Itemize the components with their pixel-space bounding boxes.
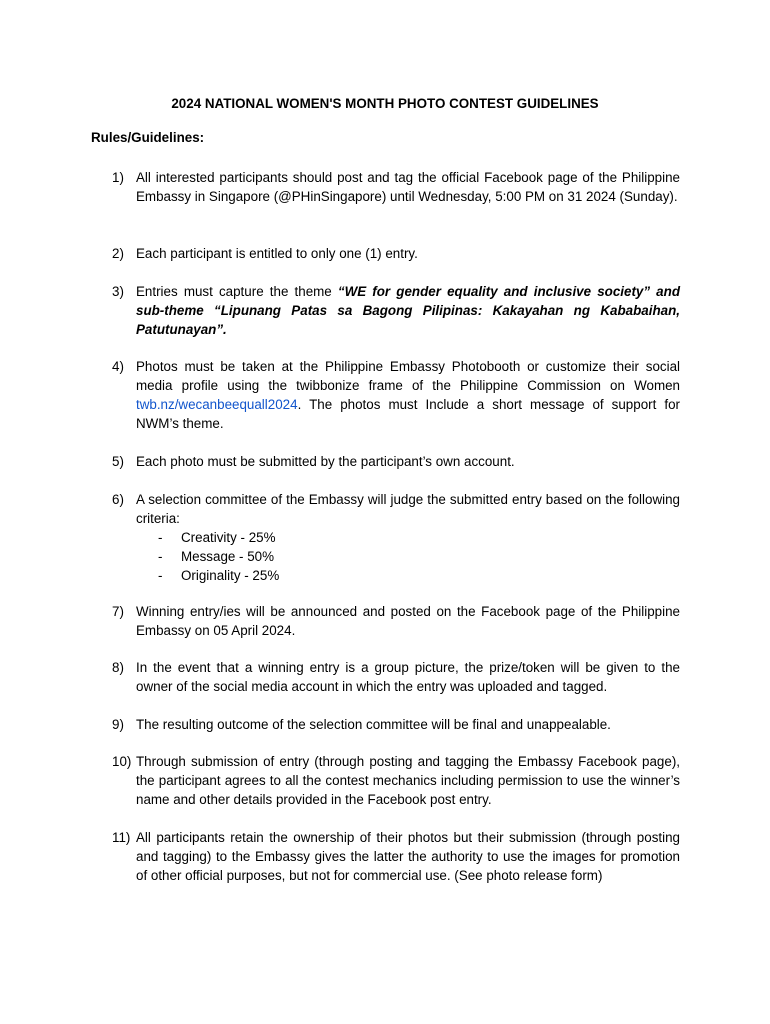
criteria-label: Creativity - 25% [181, 530, 276, 545]
rule-number: 11) [112, 830, 131, 845]
page-title: 2024 NATIONAL WOMEN'S MONTH PHOTO CONTEST GUIDELINES [171, 96, 599, 111]
rule-1 [112, 168, 680, 206]
rule-6 [112, 490, 680, 585]
rule-text: Through submission of entry (through posting and tagging the Embassy Facebook page), the participant agrees to all the contest mechanics including permission to use the winner’s name and other details provided in the Facebook post entry. [136, 754, 680, 807]
rule-text: Winning entry/ies will be announced and posted on the Facebook page of the Philippine Embassy on 05 April 2024. [136, 604, 680, 638]
rule-text [136, 282, 680, 339]
rule-8 [112, 658, 680, 696]
list-dash: - [158, 568, 163, 583]
rule-text: A selection committee of the Embassy will judge the submitted entry based on the following criteria: [136, 492, 680, 526]
criteria-item [136, 547, 680, 566]
section-heading: Rules/Guidelines: [91, 130, 205, 145]
rule-number: 3) [112, 284, 124, 299]
rule-5 [112, 452, 680, 471]
rule-number: 9) [112, 717, 124, 732]
rule-number: 4) [112, 359, 124, 374]
rule-number: 7) [112, 604, 124, 619]
criteria-item [136, 528, 680, 547]
rule-4 [112, 357, 680, 433]
list-dash: - [158, 549, 163, 564]
criteria-label: Originality - 25% [181, 568, 280, 583]
rule-text-lead: Photos must be taken at the Philippine Embassy Photobooth or customize their social media profile using the twibbonize frame of the Philippine Commission on Women [136, 359, 680, 393]
contest-theme: “WE for gender equality and inclusive society” and sub-theme “Lipunang Patas sa Bagong Pilipinas: Kakayahan ng Kababaihan, Patutunayan”. [136, 284, 680, 337]
criteria-label: Message - 50% [181, 549, 275, 564]
rule-text: Each photo must be submitted by the participant’s own account. [136, 454, 515, 469]
rule-number: 2) [112, 246, 124, 261]
rule-9 [112, 715, 680, 734]
criteria-list [136, 528, 680, 585]
rule-text: All participants retain the ownership of their photos but their submission (through posting and tagging) to the Embassy gives the latter the authority to use the images for promotion of other official purposes, but not for commercial use. (See photo release form) [136, 830, 680, 883]
rule-10 [112, 752, 680, 809]
rule-number: 1) [112, 170, 124, 185]
rule-3 [112, 282, 680, 339]
rule-2 [112, 244, 680, 263]
rule-text: Each participant is entitled to only one (1) entry. [136, 246, 418, 261]
twibbonize-link[interactable]: twb.nz/wecanbeequall2024 [136, 397, 298, 412]
rule-text [136, 357, 680, 433]
rule-11 [112, 828, 680, 885]
rule-number: 5) [112, 454, 124, 469]
rule-number: 8) [112, 660, 124, 675]
criteria-item [136, 566, 680, 585]
rule-number: 10) [112, 754, 132, 769]
rule-text-lead: Entries must capture the theme [136, 284, 338, 299]
rule-text: In the event that a winning entry is a group picture, the prize/token will be given to the owner of the social media account in which the entry was uploaded and tagged. [136, 660, 680, 694]
rule-7 [112, 602, 680, 640]
rule-text: The resulting outcome of the selection committee will be final and unappealable. [136, 717, 611, 732]
list-dash: - [158, 530, 163, 545]
rule-text: All interested participants should post and tag the official Facebook page of the Philippine Embassy in Singapore (@PHinSingapore) until Wednesday, 5:00 PM on 31 2024 (Sunday). [136, 170, 680, 204]
rule-number: 6) [112, 492, 124, 507]
rule-text-tail: . The photos must Include a short message of support for NWM’s theme. [136, 397, 680, 431]
